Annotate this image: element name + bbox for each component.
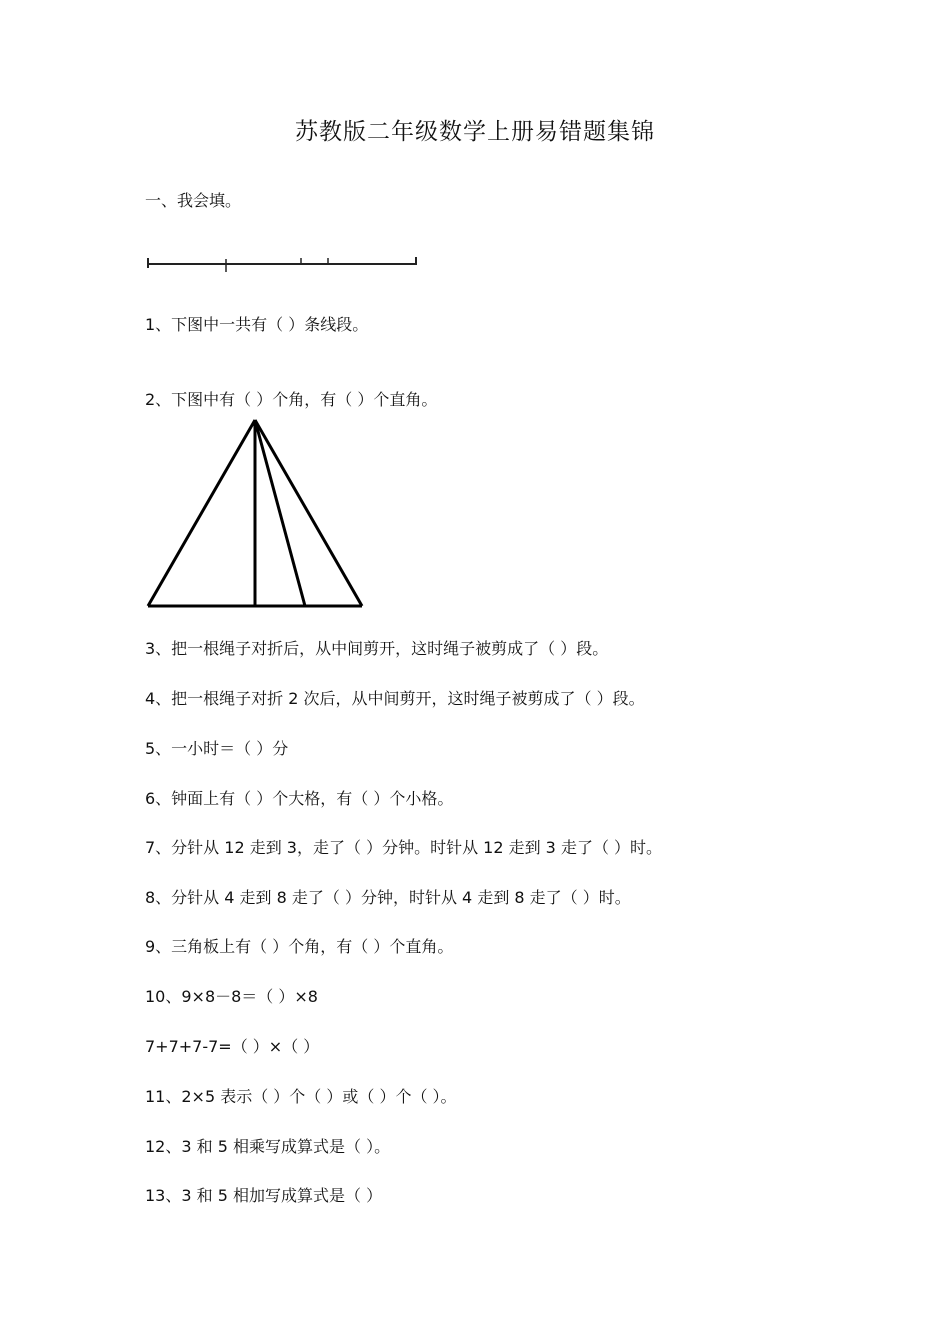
question-2: 2、下图中有（ ）个角，有（ ）个直角。 [145,390,438,409]
triangle-angle-figure [140,412,370,612]
section-heading: 一、我会填。 [145,191,242,210]
triangle-left-side [148,420,255,606]
page-title: 苏教版二年级数学上册易错题集锦 [295,119,655,145]
question-10: 10、9×8－8＝（ ）×8 [145,987,318,1006]
question-8: 8、分针从 4 走到 8 走了（ ）分钟，时针从 4 走到 8 走了（ ）时。 [145,888,631,907]
triangle-inner-ray [255,420,305,606]
question-12: 12、3 和 5 相乘写成算式是（ ）。 [145,1137,391,1156]
question-10-continued: 7+7+7-7=（ ）×（ ） [145,1037,320,1056]
question-1: 1、下图中一共有（ ）条线段。 [145,315,369,334]
question-5: 5、一小时＝（ ）分 [145,739,289,758]
question-4: 4、把一根绳子对折 2 次后，从中间剪开，这时绳子被剪成了（ ）段。 [145,689,645,708]
question-6: 6、钟面上有（ ）个大格，有（ ）个小格。 [145,789,454,808]
question-7: 7、分针从 12 走到 3，走了（ ）分钟。时针从 12 走到 3 走了（ ）时。 [145,838,663,857]
question-3: 3、把一根绳子对折后，从中间剪开，这时绳子被剪成了（ ）段。 [145,639,609,658]
question-9: 9、三角板上有（ ）个角，有（ ）个直角。 [145,937,454,956]
triangle-right-side [255,420,362,606]
question-11: 11、2×5 表示（ ）个（ ）或（ ）个（ ）。 [145,1087,457,1106]
line-segment-figure [140,250,425,275]
question-13: 13、3 和 5 相加写成算式是（ ） [145,1186,383,1205]
